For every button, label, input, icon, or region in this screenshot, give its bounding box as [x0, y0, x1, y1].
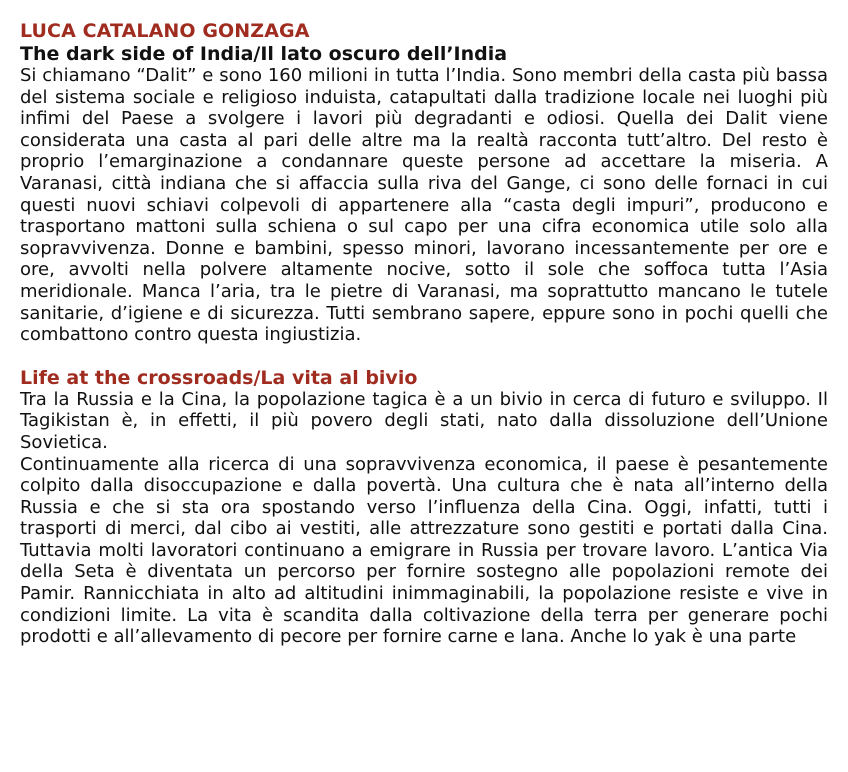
story-body: Si chiamano “Dalit” e sono 160 milioni in tutta l’India. Sono membri della casta più bassa del sistema sociale e religioso induista, catapultati dalla tradizione locale nei luoghi più infimi del Paese a svolgere i lavori più degradanti e odiosi. Quella dei Dalit viene considerata una casta al pari delle altre ma la realtà racconta tutt’altro. Del resto è proprio l’emarginazione a condannare queste persone ad accettare la miseria. A Varanasi, città indiana che si affaccia sulla riva del Gange, ci sono delle fornaci in cui questi nuovi schiavi colpevoli di appartenere alla “casta degli impuri”, producono e trasportano mattoni sulla schiena o sul capo per una cifra economica utile solo alla sopravvivenza. Donne e bambini, spesso minori, lavorano incessantemente per ore e ore, avvolti nella polvere altamente nocive, sotto il sole che soffoca tutta l’Asia meridionale. Manca l’aria, tra le pietre di Varanasi, ma soprattutto mancano le tutele sanitarie, d’igiene e di sicurezza. Tutti sembrano sapere, eppure sono in pochi quelli che combattono contro questa ingiustizia. [20, 65, 828, 346]
story-title: The dark side of India/Il lato oscuro dell’India [20, 43, 508, 65]
section-spacer [20, 346, 828, 367]
section-title: Life at the crossroads/La vita al bivio [20, 366, 418, 389]
section-paragraph-1: Tra la Russia e la Cina, la popolazione tagica è a un bivio in cerca di futuro e sviluppo. Il Tagikistan è, in effetti, il più povero degli stati, nato dalla dissoluzione dell’Unione Sovietica. [20, 388, 828, 453]
author-name: LUCA CATALANO GONZAGA [20, 20, 310, 42]
section-paragraph-2: Continuamente alla ricerca di una sopravvivenza economica, il paese è pesantemente colpito dalla disoccupazione e dalla povertà. Una cultura che è nata all’interno della Russia e che si sta ora spostando verso l’influenza della Cina. Oggi, infatti, tutti i trasporti di merci, dal cibo ai vestiti, alle attrezzature sono gestiti e portati dalla Cina. Tuttavia molti lavoratori continuano a emigrare in Russia per trovare lavoro. L’antica Via della Seta è diventata un percorso per fornire sostegno alle popolazioni remote dei Pamir. Rannicchiata in alto ad altitudini inimmaginabili, la popolazione resiste e vive in condizioni limite. La vita è scandita dalla coltivazione della terra per generare pochi prodotti e all’allevamento di pecore per fornire carne e lana. Anche lo yak è una parte [20, 453, 828, 648]
document-page [20, 19, 828, 648]
